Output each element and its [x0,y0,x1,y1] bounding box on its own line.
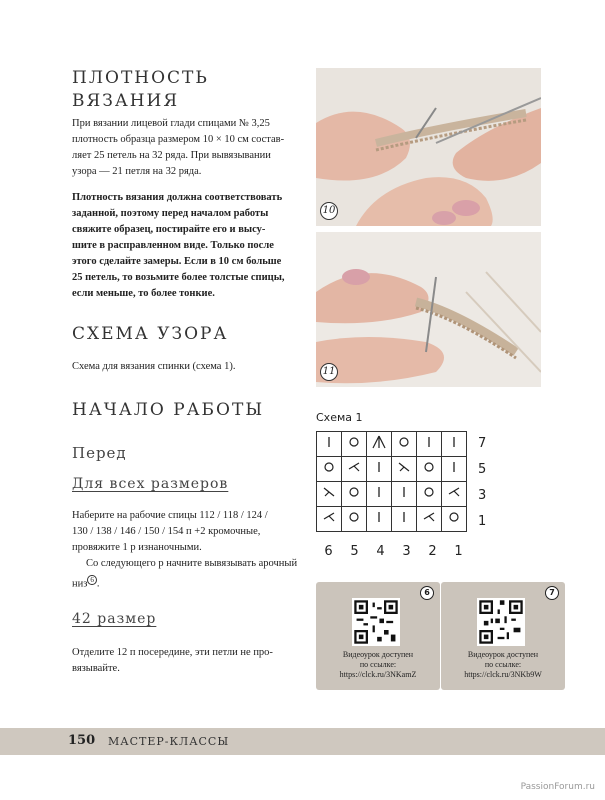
chart-row-label: 5 [478,462,487,477]
density-title-line2: ВЯЗАНИЯ [72,91,180,111]
chart-column-label: 2 [428,544,437,559]
qr-card-video-6[interactable] [316,582,440,690]
decrease-left-icon [342,457,367,482]
knit-stitch-icon [392,507,417,532]
chart-row-label: 7 [478,436,487,451]
qr-card-caption: Видеоурок доступен по ссылке: https://clck.ru/3NKamZ [316,650,440,680]
density-paragraph-2: Плотность вязания должна соответствовать заданной, поэтому перед началом работы свяжите образец, постирайте его и высу- шите в расправленном виде. Только после этого сделайте замеры. Если в 10 см больше 25 петель, то возьмите более толстые спицы, если меньше, то более тонкие. [72,192,285,299]
size-42-subtitle: 42 размер [72,611,157,627]
knit-stitch-icon [367,507,392,532]
knit-stitch-icon [417,432,442,457]
pattern-chart-grid [316,431,467,532]
yarn-over-icon [442,507,467,532]
yarn-over-icon [417,457,442,482]
yarn-over-icon [342,432,367,457]
pattern-title: СХЕМА УЗОРА [72,324,229,344]
decrease-right-icon [317,482,342,507]
knitting-photo-11 [316,232,541,387]
density-paragraph-1: При вязании лицевой глади спицами № 3,25 плотность образца размером 10 × 10 см состав- ляет 25 петель на 32 ряда. При вывязывании узора — 21 петля на 32 ряда. [72,118,285,177]
chart-row [317,482,467,507]
chart-title: Схема 1 [316,411,363,424]
chart-row [317,432,467,457]
chart-row [317,457,467,482]
front-subtitle: Перед [72,444,127,462]
section-name: МАСТЕР-КЛАССЫ [108,735,230,748]
page-number: 150 [68,733,96,748]
watermark: PassionForum.ru [520,782,595,792]
start-title: НАЧАЛО РАБОТЫ [72,400,265,420]
density-title-line1: ПЛОТНОСТЬ [72,68,209,88]
start-instruction-continuation: Со следующего р начните вывязывать арочный низ $^6$ . [72,558,298,588]
page-footer [0,728,605,755]
knit-stitch-icon [317,432,342,457]
qr-card-badge: 7 [545,586,559,600]
decrease-left-icon [317,507,342,532]
yarn-over-icon [317,457,342,482]
chart-column-label: 4 [376,544,385,559]
size-42-instructions: Отделите 12 п посередине, эти петли не про- вязывайте. [72,647,273,674]
knitting-hands-illustration [316,68,541,226]
knitting-photo-10 [316,68,541,226]
yarn-over-icon [342,507,367,532]
photo-number-badge: 10 [320,202,338,220]
knit-stitch-icon [392,482,417,507]
video-link[interactable]: https://clck.ru/3NKamZ [339,670,417,679]
all-sizes-subtitle: Для всех размеров [72,476,229,492]
knit-stitch-icon [442,457,467,482]
photo-number-badge: 11 [320,363,338,381]
knit-stitch-icon [442,432,467,457]
qr-card-caption: Видеоурок доступен по ссылке: https://clck.ru/3NKb9W [441,650,565,680]
video-ref-badge: 6 [87,575,97,585]
chart-row-label: 1 [478,514,487,529]
pattern-text: Схема для вязания спинки (схема 1). [72,361,236,372]
decrease-left-icon [417,507,442,532]
chart-column-label: 5 [350,544,359,559]
chart-column-label: 3 [402,544,411,559]
knitting-hands-illustration [316,232,541,387]
qr-code-icon[interactable] [352,598,400,646]
density-title [72,67,209,113]
central-double-decrease-icon [367,432,392,457]
yarn-over-icon [392,432,417,457]
yarn-over-icon [342,482,367,507]
video-link[interactable]: https://clck.ru/3NKb9W [464,670,542,679]
knit-stitch-icon [367,457,392,482]
start-instructions: Наберите на рабочие спицы 112 / 118 / 124 / 130 / 138 / 146 / 150 / 154 п +2 кромочные, провяжите 1 р изнаночными. [72,510,268,553]
chart-row-label: 3 [478,488,487,503]
decrease-right-icon [392,457,417,482]
qr-code-icon[interactable] [477,598,525,646]
chart-column-label: 1 [454,544,463,559]
knit-stitch-icon [367,482,392,507]
qr-card-video-7[interactable] [441,582,565,690]
decrease-left-icon [442,482,467,507]
yarn-over-icon [417,482,442,507]
chart-row [317,507,467,532]
qr-card-badge: 6 [420,586,434,600]
chart-column-label: 6 [324,544,333,559]
